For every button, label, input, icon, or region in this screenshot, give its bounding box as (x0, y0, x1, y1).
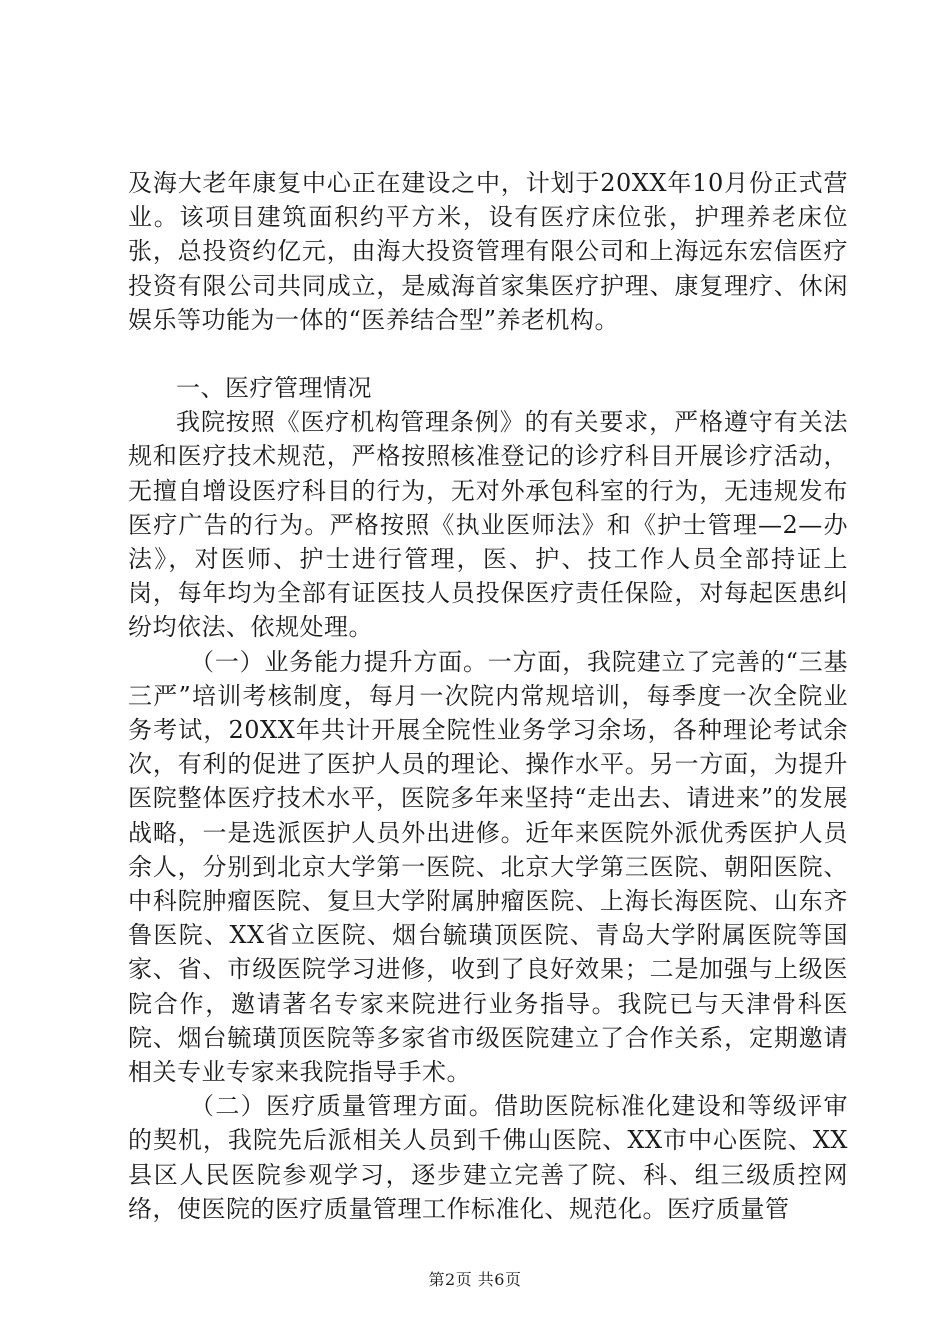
body-paragraph-3: （二）医疗质量管理方面。借助医院标准化建设和等级评审的契机，我院先后派相关人员到千佛山医院、XX市中心医院、XX县区人民医院参观学习，逐步建立完善了院、科、组三级质控网络，使医院的医疗质量管理工作标准化、规范化。医疗质量管 (128, 1092, 848, 1223)
section-heading: 一、医疗管理情况 (176, 374, 372, 403)
intro-paragraph: 及海大老年康复中心正在建设之中，计划于20XX年10月份正式营业。该项目建筑面积约平方米，设有医疗床位张，护理养老床位张，总投资约亿元，由海大投资管理有限公司和上海远东宏信医疗投资有限公司共同成立，是威海首家集医疗护理、康复理疗、休闲娱乐等功能为一体的“医养结合型”养老机构。 (128, 169, 848, 334)
body-paragraph-1: 我院按照《医疗机构管理条例》的有关要求，严格遵守有关法规和医疗技术规范，严格按照核准登记的诊疗科目开展诊疗活动，无擅自增设医疗科目的行为，无对外承包科室的行为，无违规发布医疗广告的行为。严格按照《执业医师法》和《护士管理—2—办法》，对医师、护士进行管理，医、护、技工作人员全部持证上岗，每年均为全部有证医技人员投保医疗责任保险，对每起医患纠纷均依法、依规处理。 (128, 408, 848, 642)
body-paragraph-2: （一）业务能力提升方面。一方面，我院建立了完善的“三基三严”培训考核制度，每月一次院内常规培训，每季度一次全院业务考试，20XX年共计开展全院性业务学习余场，各种理论考试余次，有利的促进了医护人员的理论、操作水平。另一方面，为提升医院整体医疗技术水平，医院多年来坚持“走出去、请进来”的发展战略，一是选派医护人员外出进修。近年来医院外派优秀医护人员余人，分别到北京大学第一医院、北京大学第三医院、朝阳医院、中科院肿瘤医院、复旦大学附属肿瘤医院、上海长海医院、山东齐鲁医院、XX省立医院、烟台毓璜顶医院、青岛大学附属医院等国家、省、市级医院学习进修，收到了良好效果；二是加强与上级医院合作，邀请著名专家来院进行业务指导。我院已与天津骨科医院、烟台毓璜顶医院等多家省市级医院建立了合作关系，定期邀请相关专业专家来我院指导手术。 (128, 647, 848, 1087)
page-number-footer: 第2页 共6页 (428, 1270, 522, 1289)
document-body (128, 166, 848, 1226)
